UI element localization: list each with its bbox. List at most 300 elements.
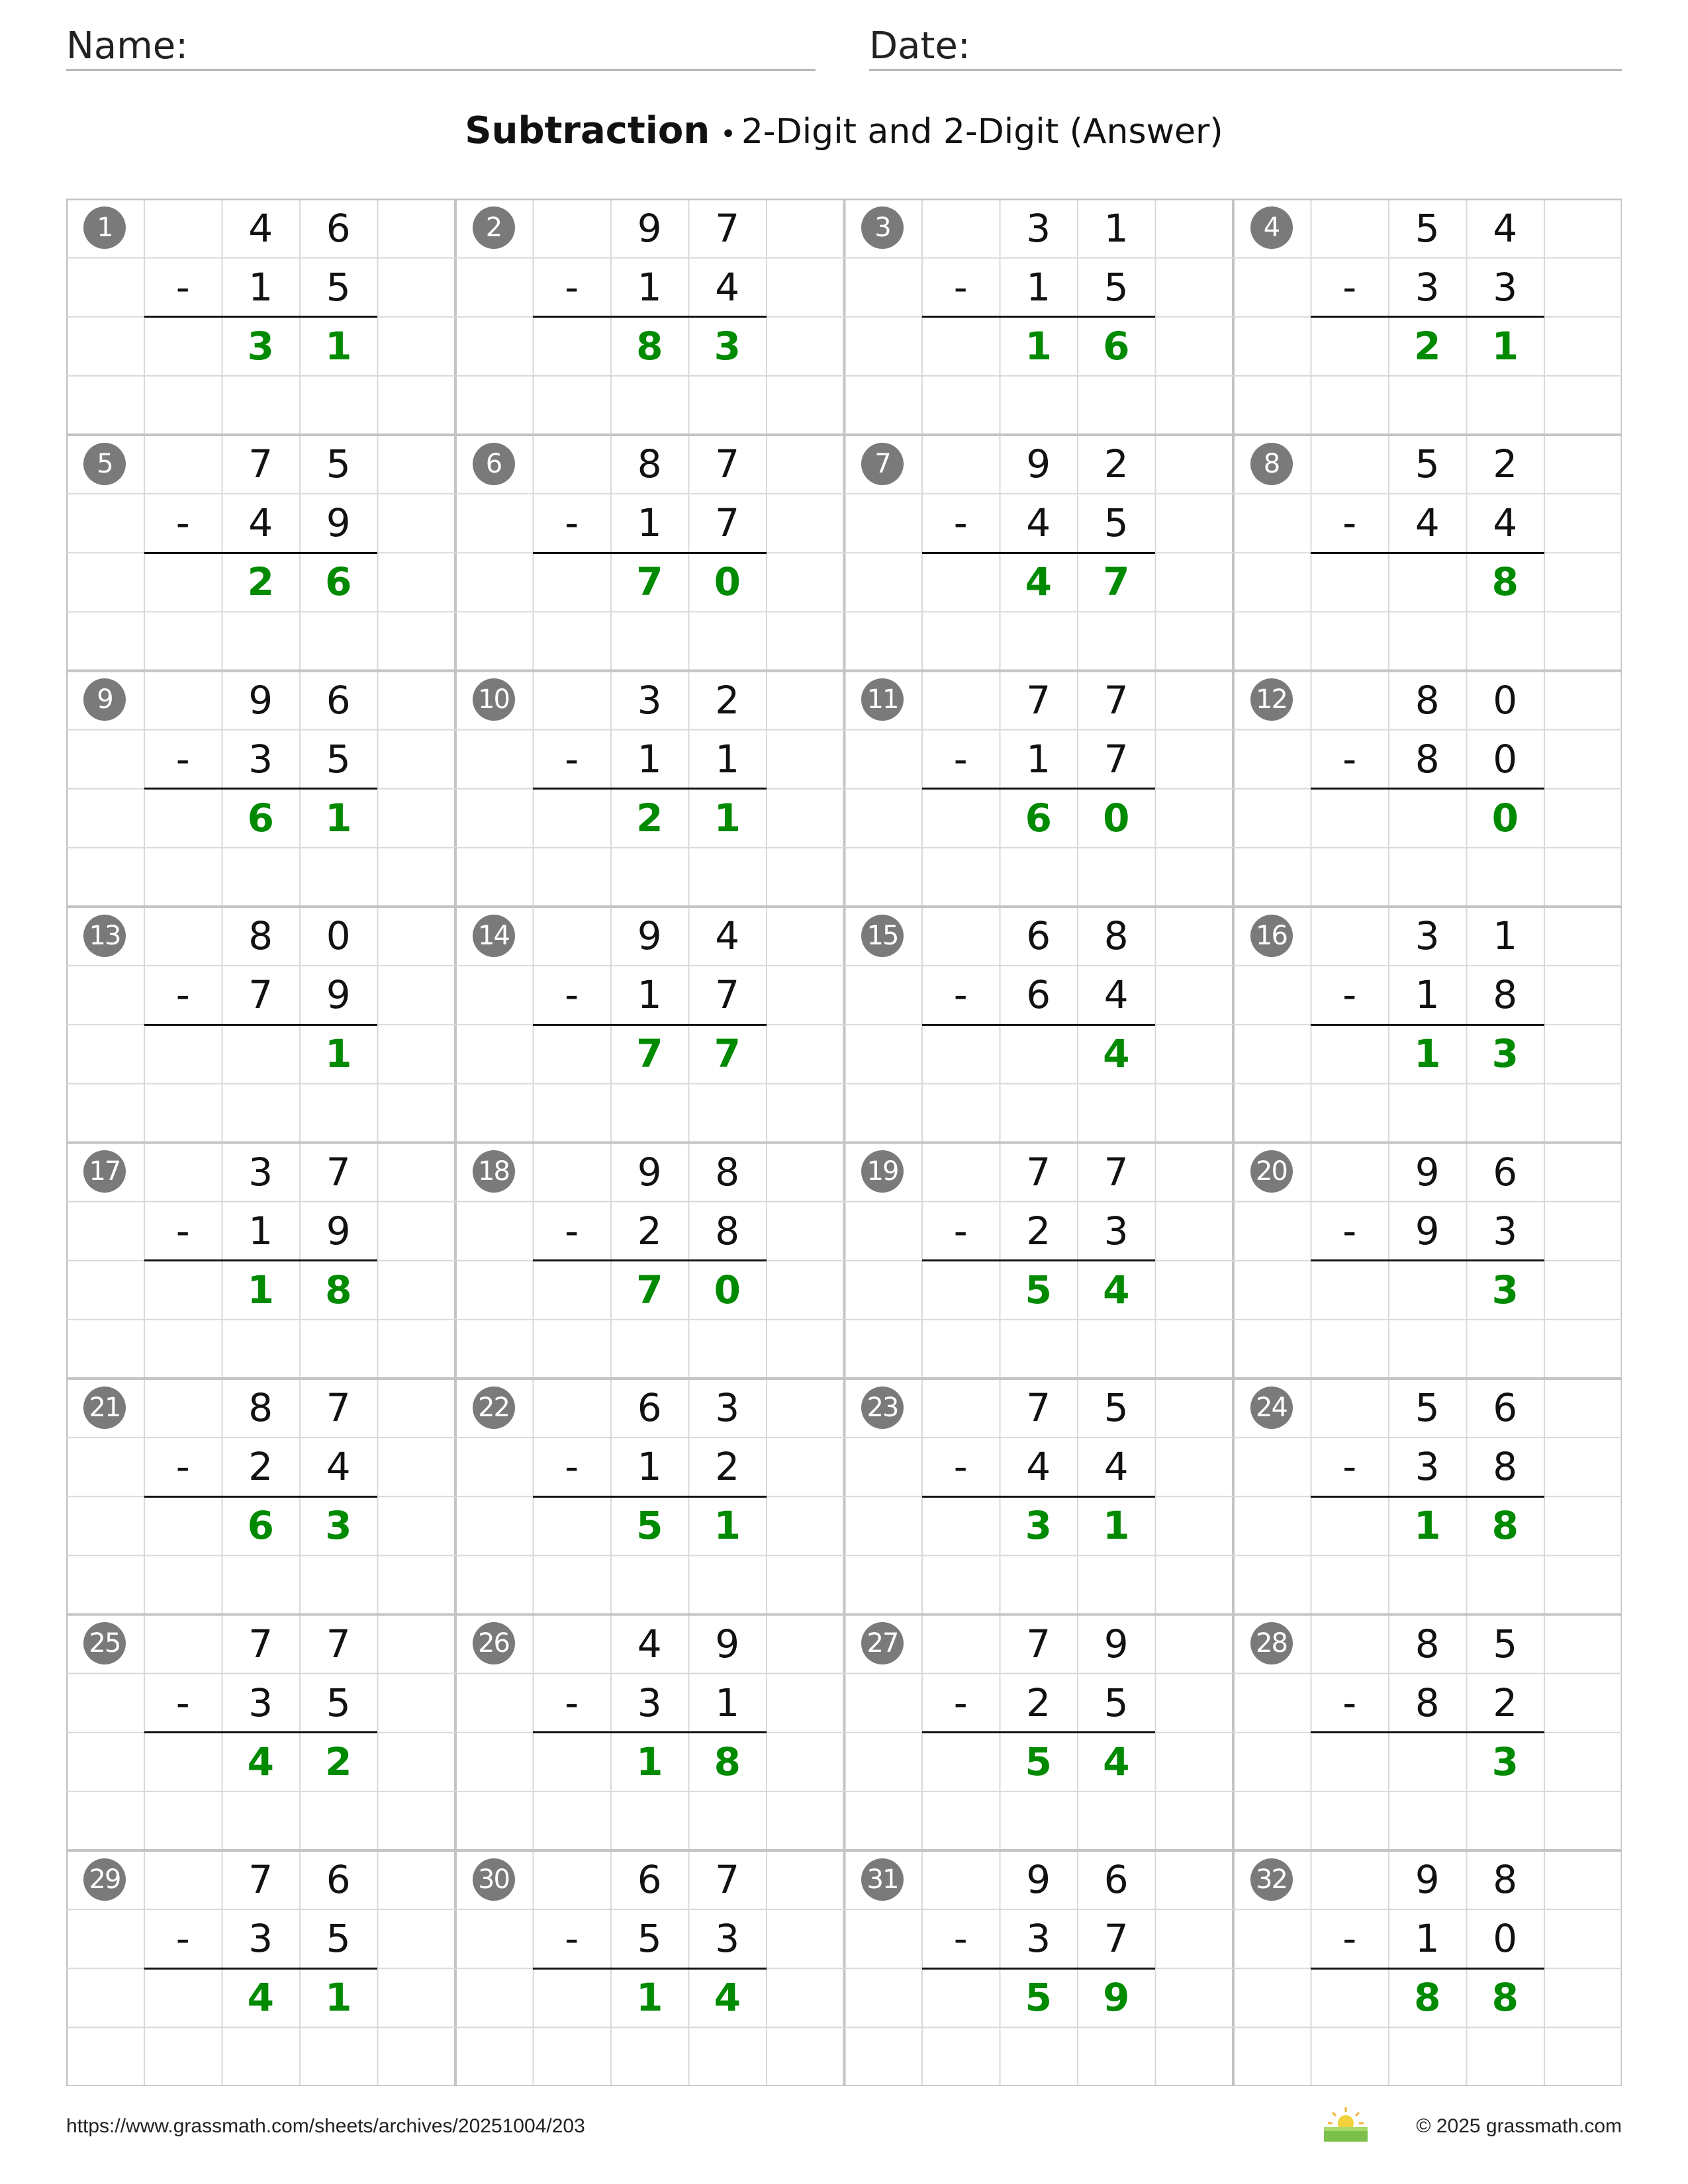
minuend-tens-digit: 9 <box>637 1149 662 1195</box>
minuend-ones-digit: 6 <box>326 205 351 251</box>
problem-number-badge: 15 <box>861 915 904 957</box>
answer-ones-digit: 1 <box>714 1503 741 1549</box>
minuend-tens-digit: 3 <box>637 677 662 723</box>
minuend-tens-digit: 8 <box>637 441 662 487</box>
problem-number-badge: 27 <box>861 1622 904 1664</box>
answer-rule-line <box>922 788 1156 790</box>
minus-sign: - <box>953 1680 968 1725</box>
subtrahend-tens-digit: 3 <box>248 1916 273 1962</box>
answer-tens-digit: 2 <box>1414 323 1441 369</box>
minus-sign: - <box>565 972 579 1018</box>
subtrahend-ones-digit: 2 <box>1493 1680 1518 1725</box>
answer-tens-digit: 5 <box>1025 1267 1052 1312</box>
minus-sign: - <box>953 1916 968 1962</box>
minus-sign: - <box>1342 500 1357 546</box>
subtrahend-ones-digit: 9 <box>326 500 351 546</box>
subtrahend-ones-digit: 0 <box>1493 736 1518 782</box>
minus-sign: - <box>175 1916 190 1962</box>
minus-sign: - <box>953 1208 968 1253</box>
subtrahend-tens-digit: 1 <box>637 264 662 310</box>
answer-rule-line <box>1311 1496 1544 1498</box>
subtrahend-ones-digit: 5 <box>326 1680 351 1725</box>
minuend-ones-digit: 8 <box>715 1149 740 1195</box>
answer-ones-digit: 3 <box>1491 1739 1519 1784</box>
subtrahend-ones-digit: 5 <box>326 264 351 310</box>
minuend-ones-digit: 7 <box>715 205 740 251</box>
problem-number-badge: 17 <box>83 1150 126 1193</box>
answer-ones-digit: 4 <box>1103 1267 1130 1312</box>
answer-ones-digit: 0 <box>714 559 741 605</box>
answer-tens-digit <box>1389 788 1467 847</box>
answer-ones-digit: 1 <box>1103 1503 1130 1549</box>
date-label: Date: <box>869 24 970 68</box>
problem-number-badge: 5 <box>83 443 126 485</box>
subtrahend-ones-digit: 1 <box>715 736 740 782</box>
minuend-ones-digit: 6 <box>326 1857 351 1903</box>
subtrahend-ones-digit: 5 <box>1103 264 1129 310</box>
answer-ones-digit: 8 <box>325 1267 352 1312</box>
minus-sign: - <box>565 264 579 310</box>
problem-number-badge: 14 <box>473 915 515 957</box>
minuend-ones-digit: 5 <box>1103 1385 1129 1431</box>
minus-sign: - <box>953 500 968 546</box>
footer-copyright: © 2025 grassmath.com <box>1416 2115 1622 2137</box>
minuend-ones-digit: 7 <box>715 1857 740 1903</box>
minuend-tens-digit: 7 <box>248 1621 273 1666</box>
problem-number-badge: 7 <box>861 443 904 485</box>
answer-tens-digit: 6 <box>1025 795 1052 841</box>
answer-ones-digit: 4 <box>714 1975 741 2021</box>
title-subtitle: 2-Digit and 2-Digit (Answer) <box>741 112 1223 152</box>
problem-number-badge: 8 <box>1250 443 1293 485</box>
minuend-tens-digit: 5 <box>1415 1385 1440 1431</box>
name-field[interactable] <box>66 24 816 71</box>
problem-number-badge: 2 <box>473 206 515 249</box>
minuend-tens-digit: 9 <box>1415 1149 1440 1195</box>
answer-tens-digit <box>1000 1024 1078 1083</box>
answer-tens-digit: 1 <box>636 1975 663 2021</box>
minus-sign: - <box>565 1916 579 1962</box>
minuend-ones-digit: 5 <box>1493 1621 1518 1666</box>
answer-ones-digit: 3 <box>325 1503 352 1549</box>
subtrahend-ones-digit: 4 <box>715 264 740 310</box>
minus-sign: - <box>175 500 190 546</box>
worksheet-title <box>0 105 1688 161</box>
answer-rule-line <box>1311 1259 1544 1261</box>
minuend-ones-digit: 9 <box>1103 1621 1129 1666</box>
answer-ones-digit: 6 <box>1103 323 1130 369</box>
minuend-tens-digit: 6 <box>1026 913 1051 959</box>
problem-number-badge: 26 <box>473 1622 515 1664</box>
subtrahend-ones-digit: 7 <box>715 500 740 546</box>
minuend-tens-digit: 9 <box>1026 441 1051 487</box>
subtrahend-ones-digit: 5 <box>326 736 351 782</box>
minus-sign: - <box>953 972 968 1018</box>
minuend-ones-digit: 1 <box>1103 205 1129 251</box>
answer-ones-digit: 4 <box>1103 1739 1130 1784</box>
problem-number-badge: 9 <box>83 678 126 721</box>
answer-ones-digit: 0 <box>1103 795 1130 841</box>
subtrahend-ones-digit: 1 <box>715 1680 740 1725</box>
subtrahend-tens-digit: 1 <box>248 1208 273 1253</box>
problem-number-badge: 13 <box>83 915 126 957</box>
minus-sign: - <box>565 1444 579 1490</box>
answer-rule-line <box>1311 1968 1544 1970</box>
minuend-tens-digit: 4 <box>248 205 273 251</box>
answer-ones-digit: 1 <box>325 795 352 841</box>
minuend-ones-digit: 7 <box>715 441 740 487</box>
answer-ones-digit: 4 <box>1103 1031 1130 1077</box>
problem-number-badge: 21 <box>83 1387 126 1429</box>
subtrahend-ones-digit: 7 <box>1103 1916 1129 1962</box>
subtrahend-tens-digit: 1 <box>1026 264 1051 310</box>
subtrahend-tens-digit: 9 <box>1415 1208 1440 1253</box>
subtrahend-ones-digit: 0 <box>1493 1916 1518 1962</box>
subtrahend-ones-digit: 4 <box>1493 500 1518 546</box>
answer-tens-digit: 4 <box>1025 559 1052 605</box>
answer-tens-digit: 7 <box>636 1267 663 1312</box>
minuend-ones-digit: 2 <box>715 677 740 723</box>
minus-sign: - <box>565 736 579 782</box>
minuend-tens-digit: 9 <box>248 677 273 723</box>
minuend-ones-digit: 7 <box>326 1385 351 1431</box>
answer-tens-digit: 4 <box>247 1975 274 2021</box>
minuend-ones-digit: 7 <box>1103 1149 1129 1195</box>
minuend-tens-digit: 8 <box>248 1385 273 1431</box>
minus-sign: - <box>565 500 579 546</box>
subtrahend-tens-digit: 1 <box>1415 1916 1440 1962</box>
minuend-tens-digit: 5 <box>1415 205 1440 251</box>
minuend-ones-digit: 2 <box>1103 441 1129 487</box>
minus-sign: - <box>1342 1916 1357 1962</box>
minus-sign: - <box>175 1680 190 1725</box>
subtrahend-tens-digit: 3 <box>637 1680 662 1725</box>
answer-tens-digit: 1 <box>636 1739 663 1784</box>
minuend-ones-digit: 2 <box>1493 441 1518 487</box>
subtrahend-ones-digit: 9 <box>326 972 351 1018</box>
minuend-tens-digit: 3 <box>248 1149 273 1195</box>
minuend-tens-digit: 7 <box>1026 677 1051 723</box>
minuend-tens-digit: 4 <box>637 1621 662 1666</box>
answer-tens-digit: 2 <box>636 795 663 841</box>
minuend-tens-digit: 6 <box>637 1385 662 1431</box>
problem-number-badge: 29 <box>83 1858 126 1901</box>
minuend-ones-digit: 4 <box>1493 205 1518 251</box>
minuend-ones-digit: 0 <box>1493 677 1518 723</box>
answer-tens-digit: 8 <box>1414 1975 1441 2021</box>
answer-ones-digit: 7 <box>714 1031 741 1077</box>
answer-tens-digit: 5 <box>636 1503 663 1549</box>
subtrahend-ones-digit: 7 <box>715 972 740 1018</box>
problem-number-badge: 12 <box>1250 678 1293 721</box>
subtrahend-ones-digit: 3 <box>1493 1208 1518 1253</box>
date-field[interactable] <box>869 24 1622 71</box>
answer-tens-digit <box>1389 1260 1467 1319</box>
minus-sign: - <box>953 736 968 782</box>
answer-rule-line <box>533 788 767 790</box>
answer-ones-digit: 3 <box>1491 1267 1519 1312</box>
answer-rule-line <box>1311 788 1544 790</box>
subtrahend-ones-digit: 7 <box>1103 736 1129 782</box>
answer-ones-digit: 3 <box>714 323 741 369</box>
minuend-tens-digit: 3 <box>1415 913 1440 959</box>
minus-sign: - <box>1342 264 1357 310</box>
answer-rule-line <box>922 1024 1156 1026</box>
minuend-ones-digit: 5 <box>326 441 351 487</box>
answer-tens-digit: 5 <box>1025 1739 1052 1784</box>
problem-number-badge: 24 <box>1250 1387 1293 1429</box>
answer-rule-line <box>922 1731 1156 1733</box>
subtrahend-ones-digit: 5 <box>1103 500 1129 546</box>
title-bullet: • <box>720 119 736 150</box>
answer-tens-digit: 3 <box>1025 1503 1052 1549</box>
answer-rule-line <box>533 1968 767 1970</box>
minuend-ones-digit: 7 <box>326 1621 351 1666</box>
title-main: Subtraction <box>465 109 710 152</box>
problem-number-badge: 32 <box>1250 1858 1293 1901</box>
subtrahend-tens-digit: 1 <box>1026 736 1051 782</box>
subtrahend-ones-digit: 9 <box>326 1208 351 1253</box>
minuend-tens-digit: 9 <box>1026 1857 1051 1903</box>
subtrahend-tens-digit: 2 <box>1026 1680 1051 1725</box>
answer-rule-line <box>922 1496 1156 1498</box>
minuend-tens-digit: 7 <box>248 1857 273 1903</box>
answer-ones-digit: 1 <box>1491 323 1519 369</box>
minuend-tens-digit: 7 <box>248 441 273 487</box>
subtrahend-ones-digit: 4 <box>1103 972 1129 1018</box>
answer-rule-line <box>144 1731 378 1733</box>
answer-tens-digit: 1 <box>247 1267 274 1312</box>
subtrahend-ones-digit: 8 <box>715 1208 740 1253</box>
subtrahend-tens-digit: 3 <box>1026 1916 1051 1962</box>
minuend-ones-digit: 8 <box>1493 1857 1518 1903</box>
answer-tens-digit: 7 <box>636 559 663 605</box>
answer-rule-line <box>922 1968 1156 1970</box>
minuend-tens-digit: 7 <box>1026 1385 1051 1431</box>
answer-rule-line <box>922 1259 1156 1261</box>
subtrahend-tens-digit: 1 <box>248 264 273 310</box>
minuend-ones-digit: 6 <box>1493 1385 1518 1431</box>
answer-tens-digit: 1 <box>1414 1503 1441 1549</box>
subtrahend-tens-digit: 2 <box>248 1444 273 1490</box>
subtrahend-tens-digit: 5 <box>637 1916 662 1962</box>
problem-number-badge: 1 <box>83 206 126 249</box>
answer-rule-line <box>1311 552 1544 554</box>
answer-ones-digit: 1 <box>325 323 352 369</box>
answer-rule-line <box>144 1024 378 1026</box>
problem-number-badge: 18 <box>473 1150 515 1193</box>
answer-rule-line <box>144 1259 378 1261</box>
answer-tens-digit: 1 <box>1025 323 1052 369</box>
problem-number-badge: 31 <box>861 1858 904 1901</box>
subtrahend-tens-digit: 1 <box>637 736 662 782</box>
answer-ones-digit: 1 <box>714 795 741 841</box>
minus-sign: - <box>175 1444 190 1490</box>
answer-rule-line <box>1311 1731 1544 1733</box>
minuend-tens-digit: 5 <box>1415 441 1440 487</box>
answer-rule-line <box>533 552 767 554</box>
subtrahend-tens-digit: 2 <box>637 1208 662 1253</box>
minuend-ones-digit: 4 <box>715 913 740 959</box>
minuend-ones-digit: 0 <box>326 913 351 959</box>
answer-ones-digit: 8 <box>1491 1975 1519 2021</box>
answer-rule-line <box>1311 1024 1544 1026</box>
minus-sign: - <box>1342 1208 1357 1253</box>
answer-tens-digit: 8 <box>636 323 663 369</box>
subtrahend-tens-digit: 3 <box>1415 1444 1440 1490</box>
problem-number-badge: 6 <box>473 443 515 485</box>
answer-ones-digit: 8 <box>1491 1503 1519 1549</box>
answer-rule-line <box>1311 316 1544 318</box>
subtrahend-tens-digit: 3 <box>248 1680 273 1725</box>
minuend-ones-digit: 6 <box>1103 1857 1129 1903</box>
name-label: Name: <box>66 24 189 68</box>
subtrahend-ones-digit: 4 <box>1103 1444 1129 1490</box>
answer-rule-line <box>533 1496 767 1498</box>
answer-rule-line <box>533 1731 767 1733</box>
problem-number-badge: 4 <box>1250 206 1293 249</box>
minus-sign: - <box>565 1680 579 1725</box>
minus-sign: - <box>175 264 190 310</box>
answer-rule-line <box>533 316 767 318</box>
minus-sign: - <box>175 736 190 782</box>
minuend-tens-digit: 6 <box>637 1857 662 1903</box>
minus-sign: - <box>1342 736 1357 782</box>
minus-sign: - <box>1342 972 1357 1018</box>
answer-tens-digit: 6 <box>247 1503 274 1549</box>
minuend-tens-digit: 7 <box>1026 1621 1051 1666</box>
subtrahend-tens-digit: 1 <box>1415 972 1440 1018</box>
answer-tens-digit: 5 <box>1025 1975 1052 2021</box>
minus-sign: - <box>953 264 968 310</box>
minus-sign: - <box>1342 1444 1357 1490</box>
minus-sign: - <box>175 972 190 1018</box>
problem-number-badge: 3 <box>861 206 904 249</box>
answer-tens-digit: 4 <box>247 1739 274 1784</box>
answer-tens-digit: 3 <box>247 323 274 369</box>
answer-tens-digit: 1 <box>1414 1031 1441 1077</box>
subtrahend-tens-digit: 6 <box>1026 972 1051 1018</box>
answer-ones-digit: 0 <box>714 1267 741 1312</box>
answer-tens-digit <box>222 1024 300 1083</box>
answer-rule-line <box>533 1024 767 1026</box>
minus-sign: - <box>953 1444 968 1490</box>
minuend-tens-digit: 9 <box>1415 1857 1440 1903</box>
subtrahend-ones-digit: 2 <box>715 1444 740 1490</box>
minus-sign: - <box>1342 1680 1357 1725</box>
problem-grid <box>66 199 1622 2086</box>
problem-number-badge: 11 <box>861 678 904 721</box>
answer-rule-line <box>144 316 378 318</box>
answer-ones-digit: 6 <box>325 559 352 605</box>
problem-number-badge: 19 <box>861 1150 904 1193</box>
subtrahend-tens-digit: 4 <box>1415 500 1440 546</box>
subtrahend-tens-digit: 4 <box>1026 500 1051 546</box>
minuend-ones-digit: 6 <box>326 677 351 723</box>
problem-number-badge: 10 <box>473 678 515 721</box>
answer-rule-line <box>144 1496 378 1498</box>
answer-ones-digit: 3 <box>1491 1031 1519 1077</box>
problem-number-badge: 22 <box>473 1387 515 1429</box>
answer-tens-digit: 6 <box>247 795 274 841</box>
answer-ones-digit: 0 <box>1491 795 1519 841</box>
minuend-ones-digit: 9 <box>715 1621 740 1666</box>
subtrahend-ones-digit: 8 <box>1493 1444 1518 1490</box>
subtrahend-tens-digit: 7 <box>248 972 273 1018</box>
subtrahend-ones-digit: 3 <box>1493 264 1518 310</box>
problem-number-badge: 30 <box>473 1858 515 1901</box>
answer-rule-line <box>144 788 378 790</box>
answer-rule-line <box>144 1968 378 1970</box>
answer-rule-line <box>922 316 1156 318</box>
minuend-ones-digit: 7 <box>1103 677 1129 723</box>
minuend-tens-digit: 9 <box>637 913 662 959</box>
minuend-ones-digit: 8 <box>1103 913 1129 959</box>
answer-rule-line <box>922 552 1156 554</box>
answer-tens-digit: 7 <box>636 1031 663 1077</box>
answer-ones-digit: 8 <box>1491 559 1519 605</box>
minus-sign: - <box>175 1208 190 1253</box>
answer-ones-digit: 1 <box>325 1031 352 1077</box>
subtrahend-tens-digit: 4 <box>248 500 273 546</box>
subtrahend-tens-digit: 1 <box>637 500 662 546</box>
subtrahend-tens-digit: 4 <box>1026 1444 1051 1490</box>
answer-ones-digit: 7 <box>1103 559 1130 605</box>
minuend-tens-digit: 8 <box>248 913 273 959</box>
answer-rule-line <box>144 552 378 554</box>
problem-number-badge: 23 <box>861 1387 904 1429</box>
answer-ones-digit: 8 <box>714 1739 741 1784</box>
minuend-tens-digit: 7 <box>1026 1149 1051 1195</box>
answer-tens-digit: 2 <box>247 559 274 605</box>
answer-rule-line <box>533 1259 767 1261</box>
subtrahend-ones-digit: 4 <box>326 1444 351 1490</box>
subtrahend-ones-digit: 3 <box>1103 1208 1129 1253</box>
sun-grass-logo-icon <box>1323 2103 1369 2143</box>
answer-ones-digit: 1 <box>325 1975 352 2021</box>
minuend-ones-digit: 7 <box>326 1149 351 1195</box>
problem-number-badge: 16 <box>1250 915 1293 957</box>
subtrahend-tens-digit: 1 <box>637 972 662 1018</box>
subtrahend-ones-digit: 8 <box>1493 972 1518 1018</box>
subtrahend-tens-digit: 8 <box>1415 1680 1440 1725</box>
answer-tens-digit <box>1389 553 1467 612</box>
subtrahend-ones-digit: 5 <box>1103 1680 1129 1725</box>
minuend-tens-digit: 3 <box>1026 205 1051 251</box>
subtrahend-ones-digit: 3 <box>715 1916 740 1962</box>
subtrahend-tens-digit: 3 <box>248 736 273 782</box>
subtrahend-tens-digit: 3 <box>1415 264 1440 310</box>
minuend-tens-digit: 9 <box>637 205 662 251</box>
subtrahend-tens-digit: 2 <box>1026 1208 1051 1253</box>
answer-ones-digit: 9 <box>1103 1975 1130 2021</box>
answer-tens-digit <box>1389 1732 1467 1791</box>
subtrahend-tens-digit: 1 <box>637 1444 662 1490</box>
minus-sign: - <box>565 1208 579 1253</box>
problem-number-badge: 25 <box>83 1622 126 1664</box>
problem-number-badge: 20 <box>1250 1150 1293 1193</box>
problem-number-badge: 28 <box>1250 1622 1293 1664</box>
minuend-tens-digit: 8 <box>1415 1621 1440 1666</box>
answer-ones-digit: 2 <box>325 1739 352 1784</box>
subtrahend-tens-digit: 8 <box>1415 736 1440 782</box>
subtrahend-ones-digit: 5 <box>326 1916 351 1962</box>
minuend-ones-digit: 1 <box>1493 913 1518 959</box>
minuend-ones-digit: 6 <box>1493 1149 1518 1195</box>
footer-url[interactable]: https://www.grassmath.com/sheets/archives/20251004/203 <box>66 2115 585 2137</box>
minuend-tens-digit: 8 <box>1415 677 1440 723</box>
minuend-ones-digit: 3 <box>715 1385 740 1431</box>
